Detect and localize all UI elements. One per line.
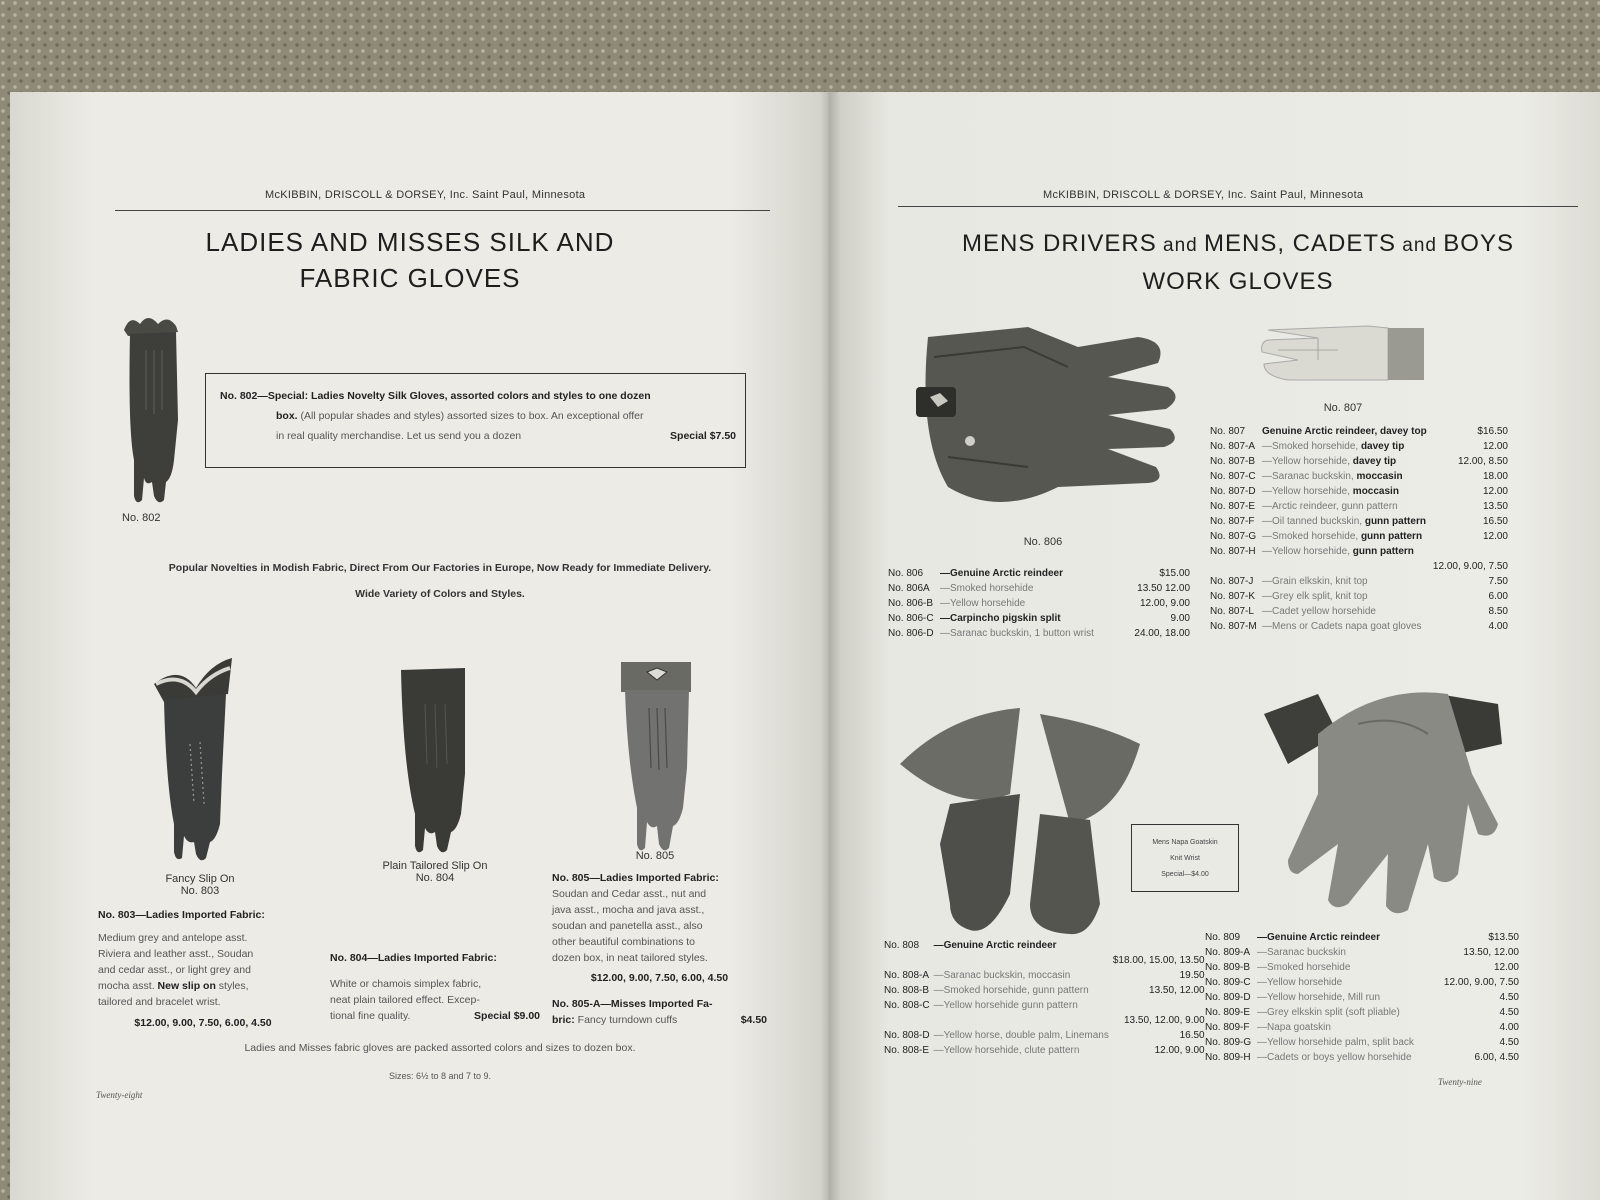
item-number: No. 807-L (1210, 606, 1254, 617)
item-description-text: —Yellow horsehide, (1262, 486, 1351, 497)
item-description-text: —Smoked horsehide, (1262, 441, 1359, 452)
item-description-text: —Saranac buckskin, 1 button wrist (940, 628, 1094, 639)
item-price: 6.00 (1488, 591, 1508, 602)
item-description (1260, 619, 1430, 634)
item-price: $18.00, 15.00, 13.50 (1112, 955, 1205, 966)
right-folio: Twenty-nine (1438, 1077, 1482, 1087)
item-description-text: —Yellow horsehide, (1262, 456, 1351, 467)
glove-807-image (1258, 320, 1428, 390)
item-description (1260, 574, 1430, 589)
item-price: 12.00, 9.00 (1154, 1045, 1205, 1056)
item-description-style: davey tip (1350, 456, 1397, 467)
g803-body-line1: Medium grey and antelope asst. (98, 932, 248, 944)
item-number: No. 808 (884, 940, 920, 951)
item-description (1260, 469, 1430, 484)
item-description-text: —Grey elkskin split (soft pliable) (1257, 1007, 1400, 1018)
item-price: 16.50 (1482, 516, 1508, 527)
price-row (1203, 960, 1521, 975)
price-row (1208, 514, 1510, 529)
right-title-line2: WORK GLOVES (1142, 268, 1334, 295)
item-description-text: —Cadets or boys yellow horsehide (1257, 1052, 1412, 1063)
item-description-style: gunn pattern (1350, 546, 1414, 557)
item-description (938, 596, 1122, 611)
g804-price: Special $9.00 (474, 1010, 540, 1022)
g804-body-line3: tional fine quality. (330, 1010, 411, 1022)
item-description (1260, 499, 1430, 514)
right-title-and2: and (1396, 235, 1444, 256)
item-description-text: —Cadet yellow horsehide (1262, 606, 1376, 617)
glove-805-caption: No. 805 (635, 850, 675, 862)
item-description (932, 983, 1111, 998)
right-title-and1: and (1156, 235, 1204, 256)
item-number: No. 807-B (1210, 456, 1256, 467)
item-description-text: —Yellow horsehide, (1262, 546, 1351, 557)
price-row (1203, 945, 1521, 960)
price-list-809 (1203, 930, 1521, 1065)
item-description-text: —Saranac buckskin, (1262, 471, 1354, 482)
item-number: No. 808-C (884, 1000, 930, 1011)
glove-804-caption-line1: Plain Tailored Slip On (382, 860, 488, 872)
item-price (1111, 998, 1207, 1013)
glove-806-caption: No. 806 (1023, 536, 1063, 548)
price-row (886, 596, 1192, 611)
left-title-line1: LADIES AND MISSES SILK AND (205, 227, 615, 257)
glove-804-caption-line2: No. 804 (415, 872, 455, 884)
left-page (10, 92, 828, 1200)
item-price: 13.50, 12.00 (1463, 947, 1519, 958)
item-description (1260, 484, 1430, 499)
g803-body-line2: Riviera and leather asst., Soudan (98, 948, 254, 960)
item-price: 13.50 12.00 (1137, 583, 1190, 594)
g803-body-line4b: New slip on (157, 980, 216, 992)
price-row (1208, 589, 1510, 604)
item-description-text: —Oil tanned buckskin, (1262, 516, 1363, 527)
item-description (1255, 1035, 1433, 1050)
item-description-style: moccasin (1353, 471, 1403, 482)
g805a-heading1: No. 805-A—Misses Imported Fa- (552, 998, 713, 1010)
item-description (932, 1028, 1111, 1043)
item-price (1111, 938, 1207, 953)
g803-heading: No. 803—Ladies Imported Fabric: (98, 909, 265, 921)
price-row (1203, 975, 1521, 990)
special-802-line1: No. 802—Special: Ladies Novelty Silk Gloves, assorted colors and styles to one dozen (220, 390, 651, 402)
price-row (1203, 1005, 1521, 1020)
item-number: No. 806-B (888, 598, 934, 609)
glove-806-image (908, 317, 1188, 527)
item-description (1260, 424, 1430, 439)
g805-body-line4: other beautiful combinations to (552, 936, 696, 948)
item-description-text: —Carpincho pigskin split (940, 613, 1061, 624)
item-description (1255, 945, 1433, 960)
item-description (1260, 529, 1430, 544)
item-description (932, 953, 1111, 968)
price-row (1208, 574, 1510, 589)
item-description (1255, 1005, 1433, 1020)
item-description-text: —Smoked horsehide (1257, 962, 1351, 973)
item-description (932, 1043, 1111, 1058)
g803-prices: $12.00, 9.00, 7.50, 6.00, 4.50 (134, 1017, 272, 1029)
item-description-text: —Genuine Arctic reindeer (933, 940, 1057, 951)
item-number: No. 806A (888, 583, 930, 594)
price-row (882, 1043, 1207, 1058)
item-description-text: —Yellow horsehide gunn pattern (933, 1000, 1078, 1011)
item-number: No. 809-F (1205, 1022, 1250, 1033)
g805-body-line1: Soudan and Cedar asst., nut and (552, 888, 707, 900)
item-description (1260, 439, 1430, 454)
item-price: 4.50 (1499, 1037, 1519, 1048)
g803-body-line5: tailored and bracelet wrist. (98, 996, 221, 1008)
item-description (1255, 930, 1433, 945)
item-number: No. 806-C (888, 613, 934, 624)
item-description-text: —Saranac buckskin (1257, 947, 1346, 958)
item-description-text: —Yellow horse, double palm, Linemans (933, 1030, 1109, 1041)
item-price: 12.00 (1493, 962, 1519, 973)
napa-special-box (1131, 824, 1239, 892)
glove-803-caption-line1: Fancy Slip On (165, 873, 235, 885)
item-description-text: —Mens or Cadets napa goat gloves (1262, 621, 1422, 632)
item-description (932, 968, 1111, 983)
item-description (938, 611, 1122, 626)
price-row (882, 1013, 1207, 1028)
right-page-title (888, 226, 1588, 300)
glove-803-caption-line2: No. 803 (180, 885, 220, 897)
item-description-text: —Yellow horsehide, Mill run (1257, 992, 1381, 1003)
special-802-box-word: box. (276, 410, 298, 422)
item-price: 13.50, 12.00, 9.00 (1124, 1015, 1205, 1026)
item-description-text: —Yellow horsehide (1257, 977, 1343, 988)
right-title-b: MENS, CADETS (1203, 230, 1397, 257)
price-row (1203, 930, 1521, 945)
item-price: 6.00, 4.50 (1474, 1052, 1519, 1063)
price-row (1203, 1050, 1521, 1065)
g803-body-line4 (98, 978, 308, 994)
g805-body-line2: java asst., mocha and java asst., (552, 904, 705, 916)
price-row (886, 581, 1192, 596)
item-description-text: —Smoked horsehide (940, 583, 1034, 594)
price-row (882, 998, 1207, 1013)
item-description (932, 1013, 1111, 1028)
price-row (882, 938, 1207, 953)
price-row (1208, 439, 1510, 454)
right-page (828, 92, 1600, 1200)
right-running-head: McKIBBIN, DRISCOLL & DORSEY, Inc. Saint Paul, Minnesota (1043, 189, 1364, 201)
item-price: $13.50 (1488, 932, 1519, 943)
price-row (882, 953, 1207, 968)
right-title-line1 (888, 226, 1588, 264)
item-description-text: —Arctic reindeer, gunn pattern (1262, 501, 1398, 512)
item-description (1255, 960, 1433, 975)
item-description-text: —Smoked horsehide, gunn pattern (933, 985, 1089, 996)
item-description (938, 626, 1122, 641)
item-number: No. 809-D (1205, 992, 1251, 1003)
item-number: No. 808-D (884, 1030, 930, 1041)
item-number: No. 807-F (1210, 516, 1255, 527)
item-description-text: —Genuine Arctic reindeer (1257, 932, 1380, 943)
sizes-note: Sizes: 6½ to 8 and 7 to 9. (388, 1071, 492, 1081)
right-title-a: MENS DRIVERS (962, 230, 1157, 257)
left-title-line2: FABRIC GLOVES (299, 263, 521, 293)
item-description-text: Genuine Arctic reindeer, davey top (1262, 426, 1427, 437)
item-price: 19.50 (1179, 970, 1205, 981)
special-802-line2 (276, 408, 736, 424)
item-description (1260, 544, 1430, 559)
item-number: No. 809-E (1205, 1007, 1251, 1018)
item-description (1255, 975, 1433, 990)
left-running-head: McKIBBIN, DRISCOLL & DORSEY, Inc. Saint Paul, Minnesota (265, 189, 586, 201)
item-price: 4.50 (1499, 992, 1519, 1003)
glove-808-image (890, 704, 1150, 942)
napa-line1: Mens Napa Goatskin (1152, 839, 1218, 846)
item-description (932, 998, 1111, 1013)
item-number: No. 807-K (1210, 591, 1256, 602)
item-price: 7.50 (1488, 576, 1508, 587)
right-title-c: BOYS (1443, 230, 1514, 257)
item-description-style: gunn pattern (1358, 531, 1423, 542)
napa-line2: Knit Wrist (1170, 855, 1200, 862)
item-number: No. 808-E (884, 1045, 930, 1056)
item-description (1260, 604, 1430, 619)
item-number (1208, 559, 1260, 574)
price-row (1208, 499, 1510, 514)
item-price: 12.00 (1482, 531, 1508, 542)
left-folio: Twenty-eight (96, 1090, 143, 1100)
special-802-line2-rest: (All popular shades and styles) assorted sizes to box. An exceptional offer (297, 410, 644, 422)
g805a-heading2: bric: (552, 1014, 575, 1026)
spread-gutter (820, 92, 840, 1200)
item-description (938, 566, 1122, 581)
item-price: 4.00 (1499, 1022, 1519, 1033)
item-description-style: davey tip (1358, 441, 1405, 452)
price-row (1208, 604, 1510, 619)
price-row (886, 626, 1192, 641)
item-description-text: —Yellow horsehide palm, split back (1257, 1037, 1414, 1048)
price-list-807 (1208, 424, 1510, 634)
item-description-text: —Smoked horsehide, (1262, 531, 1359, 542)
item-description-style: moccasin (1350, 486, 1399, 497)
item-number (882, 1013, 932, 1028)
item-description (1255, 990, 1433, 1005)
price-row (1208, 469, 1510, 484)
price-row (882, 1028, 1207, 1043)
price-row (1208, 529, 1510, 544)
item-price: 12.00, 8.50 (1457, 456, 1508, 467)
item-number: No. 807-A (1210, 441, 1256, 452)
item-price: 9.00 (1170, 613, 1190, 624)
item-number: No. 809 (1205, 932, 1241, 943)
glove-809-image (1258, 674, 1508, 924)
g803-body-line3: and cedar asst., or light grey and (98, 964, 251, 976)
g803-body (98, 930, 308, 1010)
price-list-808 (882, 938, 1207, 1058)
glove-803-image (150, 654, 240, 864)
special-802-price: Special $7.50 (670, 430, 736, 442)
price-row (1208, 484, 1510, 499)
novelties-line1: Popular Novelties in Modish Fabric, Direct From Our Factories in Europe, Now Ready for Immediate Delivery. (168, 562, 712, 574)
item-number: No. 807-E (1210, 501, 1256, 512)
item-price: 8.50 (1488, 606, 1508, 617)
item-number: No. 807-D (1210, 486, 1256, 497)
item-number: No. 807-J (1210, 576, 1254, 587)
price-row (882, 968, 1207, 983)
price-row (1208, 454, 1510, 469)
novelties-line2: Wide Variety of Colors and Styles. (355, 588, 525, 600)
item-number: No. 809-G (1205, 1037, 1252, 1048)
g803-body-line4c: styles, (215, 980, 249, 992)
item-price: 12.00, 9.00, 7.50 (1432, 561, 1508, 572)
g805-body-line3: soudan and panetella asst., also (552, 920, 703, 932)
item-number: No. 809-B (1205, 962, 1251, 973)
item-description-style: gunn pattern (1362, 516, 1426, 527)
item-number: No. 806 (888, 568, 924, 579)
g805-heading: No. 805—Ladies Imported Fabric: (552, 872, 719, 884)
g805-prices: $12.00, 9.00, 7.50, 6.00, 4.50 (590, 972, 729, 984)
price-list-806 (886, 566, 1192, 641)
item-description (938, 581, 1122, 596)
item-price: 18.00 (1482, 471, 1508, 482)
price-row (886, 566, 1192, 581)
price-row (1203, 1035, 1521, 1050)
item-description-text: —Grain elkskin, knit top (1262, 576, 1368, 587)
item-number: No. 807-M (1210, 621, 1257, 632)
item-description (932, 938, 1111, 953)
item-description (1260, 589, 1430, 604)
item-number: No. 808-B (884, 985, 930, 996)
special-802-box (205, 373, 746, 468)
right-header-rule (898, 206, 1578, 207)
item-price: $16.50 (1477, 426, 1508, 437)
special-802-line3: in real quality merchandise. Let us send you a dozen (276, 430, 522, 442)
g805a-body: Fancy turndown cuffs (574, 1014, 678, 1026)
g805-body-line5: dozen box, in neat tailored styles. (552, 952, 708, 964)
item-description (1260, 559, 1430, 574)
item-price: 24.00, 18.00 (1134, 628, 1190, 639)
item-price: 13.50, 12.00 (1149, 985, 1205, 996)
glove-804-caption (360, 860, 510, 884)
g804-body-line2: neat plain tailored effect. Excep- (330, 994, 480, 1006)
glove-807-caption: No. 807 (1323, 402, 1363, 414)
item-price: 4.00 (1488, 621, 1508, 632)
glove-802-caption: No. 802 (122, 512, 161, 524)
item-description-text: —Genuine Arctic reindeer (940, 568, 1063, 579)
item-description (1255, 1020, 1433, 1035)
item-price: 13.50 (1482, 501, 1508, 512)
item-number: No. 807-G (1210, 531, 1257, 542)
glove-802-image (118, 310, 190, 508)
item-number: No. 809-C (1205, 977, 1251, 988)
price-row (1208, 424, 1510, 439)
item-number: No. 809-A (1205, 947, 1251, 958)
item-description (1260, 454, 1430, 469)
catalog-spread (10, 92, 1600, 1200)
item-description (1260, 514, 1430, 529)
item-description (1255, 1050, 1433, 1065)
left-page-title (130, 224, 690, 296)
left-header-rule (115, 210, 770, 211)
item-number: No. 807 (1210, 426, 1246, 437)
item-description-text: —Napa goatskin (1257, 1022, 1331, 1033)
price-row (1208, 619, 1510, 634)
item-number: No. 807-C (1210, 471, 1256, 482)
packed-note: Ladies and Misses fabric gloves are packed assorted colors and sizes to dozen box. (244, 1042, 636, 1054)
glove-804-image (395, 664, 475, 854)
item-price: 12.00, 9.00, 7.50 (1443, 977, 1519, 988)
price-row (1208, 544, 1510, 559)
g805-body (552, 886, 767, 966)
price-row (882, 983, 1207, 998)
price-row (1203, 990, 1521, 1005)
item-description-text: —Yellow horsehide, clute pattern (933, 1045, 1080, 1056)
item-description-text: —Yellow horsehide (940, 598, 1026, 609)
price-row (1208, 559, 1510, 574)
price-row (886, 611, 1192, 626)
item-number: No. 807-H (1210, 546, 1256, 557)
item-description-text: —Saranac buckskin, moccasin (933, 970, 1071, 981)
g803-body-line4a: mocha asst. (98, 980, 155, 992)
g804-heading: No. 804—Ladies Imported Fabric: (330, 952, 497, 964)
glove-805-image (617, 658, 697, 853)
item-price: 4.50 (1499, 1007, 1519, 1018)
item-number: No. 809-H (1205, 1052, 1251, 1063)
item-price: 12.00, 9.00 (1139, 598, 1190, 609)
g804-body-line1: White or chamois simplex fabric, (330, 978, 482, 990)
item-price (1430, 544, 1510, 559)
item-number (882, 953, 932, 968)
g805a-price: $4.50 (740, 1014, 767, 1026)
price-row (1203, 1020, 1521, 1035)
item-description-text: —Grey elk split, knit top (1262, 591, 1368, 602)
napa-line3: Special—$4.00 (1161, 871, 1209, 878)
glove-803-caption (140, 873, 260, 897)
item-number: No. 806-D (888, 628, 934, 639)
item-price: 16.50 (1179, 1030, 1205, 1041)
item-price: 12.00 (1482, 441, 1508, 452)
item-price: 12.00 (1482, 486, 1508, 497)
item-number: No. 808-A (884, 970, 930, 981)
item-price: $15.00 (1159, 568, 1190, 579)
